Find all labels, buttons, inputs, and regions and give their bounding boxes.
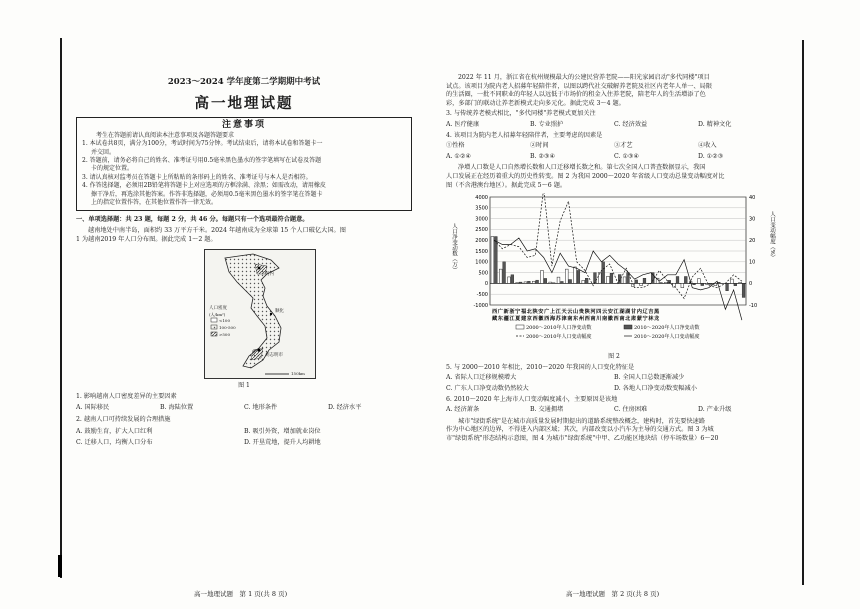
- option-a[interactable]: A. 经济萧条: [446, 406, 480, 414]
- legend-label: 2010～2020年人口变动幅度: [634, 334, 700, 341]
- option-d[interactable]: D. 开垦荒地，提升人均耕地: [244, 439, 321, 447]
- bar-2000-2010: [607, 276, 610, 283]
- page-edge-left: [60, 38, 62, 578]
- bar-2000-2010: [623, 277, 626, 283]
- bar-2010-2020: [618, 275, 621, 284]
- bar-2010-2020: [577, 271, 580, 284]
- bar-2000-2010: [557, 277, 560, 283]
- bar-2000-2010: [697, 279, 700, 284]
- bar-2000-2010: [731, 279, 734, 283]
- y2-tick-label: 0: [749, 281, 753, 288]
- bar-2010-2020: [676, 277, 679, 284]
- question-5: [446, 364, 782, 394]
- legend-label-low: <100: [219, 318, 230, 324]
- legend-label-mid: 100-500: [219, 325, 236, 331]
- passage-line: 的生活圈，一批不同职业的年轻人以远低于市场价的租金入住养老院，陪老年人的生活增添了色: [446, 91, 706, 99]
- line-2010-2020-rate: [492, 238, 742, 323]
- section-heading: 一、单项选择题：共 23 题，每题 2 分，共 46 分。每题只有一个选项最符合题意。: [76, 216, 309, 224]
- legend-swatch-bar-2: [624, 325, 632, 329]
- bar-2000-2010: [574, 267, 577, 283]
- passage-line: 图（不含港澳台地区）。据此完成 5～6 题。: [446, 181, 567, 189]
- notice-line: 并交回。: [91, 148, 116, 156]
- question-stem: 6. 2010～2020 年上海市人口变动幅度减小，主要原因是该地: [446, 395, 618, 403]
- question-1: [76, 393, 412, 413]
- bar-2010-2020: [684, 277, 687, 284]
- y-tick-label: 0: [484, 281, 488, 288]
- bar-2000-2010: [532, 281, 535, 283]
- bar-2000-2010: [640, 284, 643, 286]
- option-a[interactable]: A. 省际人口迁移规模增大: [446, 374, 517, 382]
- option-a[interactable]: A. 医疗健康: [446, 120, 480, 128]
- passage-line: 城市"绿街系统"是在城市高质量发展时期提出的道路系统整改概念，建构时，首先要快速路: [458, 417, 706, 425]
- hanoi-marker: [258, 267, 261, 270]
- question-options: [446, 374, 782, 393]
- factor-4: ④收入: [698, 142, 717, 150]
- bar-2010-2020: [693, 284, 696, 285]
- passage-line: 试点。该项目为院内老人招募年轻陪伴者，以图以跨代社交破解养老院及社区内老年人单一、局限: [446, 82, 713, 90]
- y2-axis-label: 人口变动幅度（%）: [769, 211, 775, 261]
- legend-title: 人口密度: [209, 306, 227, 312]
- legend-unit: (人/km²): [209, 312, 226, 318]
- population-change-chart: [446, 193, 782, 353]
- scale-text: 150km: [291, 371, 305, 377]
- question-2: [76, 416, 412, 448]
- notice-title: 注意事项: [221, 120, 266, 131]
- notice-line: 上的指定位置作答，在其他位置作答一律无效。: [91, 199, 218, 207]
- bar-2010-2020: [660, 283, 663, 284]
- option-a[interactable]: A. 国际移民: [76, 404, 110, 412]
- bar-2010-2020: [494, 237, 497, 284]
- y-tick-label: 1500: [475, 248, 488, 255]
- legend-swatch-bar-1: [516, 325, 524, 329]
- x-tick-labels-row1: 西广新浙宁福北陕安广上江天云山贵陕河四云安江湖湖甘内辽吉黑: [492, 309, 660, 316]
- option-d[interactable]: D. 产业升级: [698, 406, 732, 414]
- passage-line: 作为中心地区的边界，不得进入内部区域；其次，内部改变以小汽车为主导的交通方式。图 3 为城: [446, 426, 714, 434]
- y2-tick-label: 30: [749, 216, 756, 223]
- option-c[interactable]: C. 广东人口净变动数仍然较大: [446, 384, 529, 392]
- bar-2010-2020: [552, 283, 555, 284]
- y-tick-label: 4000: [475, 194, 488, 201]
- factor-2: ②时间: [530, 142, 549, 150]
- option-a[interactable]: A. 鼓励生育，扩大人口红利: [76, 427, 153, 435]
- bar-2000-2010: [681, 284, 684, 288]
- notice-line: 3. 请认真核对监考员在答题卡上所粘贴的条形码上的姓名、准考证号与本人是否相符。: [82, 173, 312, 181]
- bar-2010-2020: [610, 273, 613, 283]
- intro-line: 1 为越南2019 年人口分布图。据此完成 1～2 题。: [76, 235, 217, 243]
- bar-2010-2020: [585, 278, 588, 283]
- question-4: [446, 132, 782, 162]
- y2-tick-label: -10: [749, 302, 758, 309]
- left-column: [76, 78, 412, 448]
- bar-2010-2020: [536, 280, 539, 283]
- y-tick-label: 3000: [475, 216, 488, 223]
- bar-2000-2010: [582, 281, 585, 284]
- page-edge-right: [802, 40, 804, 585]
- passage-line: 市"绿街系统"形态结构示意图，图 4 为城市"绿街系统"中甲、乙功能区地块结（停车场数量）6～20: [446, 434, 719, 442]
- question-stem: 4. 该项目为院内老人招募年轻陪伴者，主要考虑的因素是: [446, 131, 603, 139]
- bar-2010-2020: [602, 262, 605, 284]
- option-b[interactable]: B. ②③④: [530, 152, 556, 160]
- question-options: [76, 428, 412, 448]
- question-options: [76, 404, 412, 413]
- page-footer-right: 高一地理试题 第 2 页(共 8 页): [566, 590, 660, 598]
- y2-tick-label: 40: [749, 194, 756, 201]
- passage-line: 彩，多部门的联动让养老新模式走向多元化。据此完成 3～4 题。: [446, 99, 625, 107]
- page-footer-left: 高一地理试题 第 1 页(共 8 页): [194, 590, 288, 598]
- scan-mark: [58, 555, 62, 577]
- question-stem: 5. 与 2000～2010 年相比，2010～2020 年我国的人口变化特征是: [446, 363, 635, 371]
- bar-2010-2020: [709, 284, 712, 285]
- bar-2010-2020: [742, 284, 745, 298]
- y2-tick-label: 10: [749, 259, 756, 266]
- bar-2010-2020: [527, 281, 530, 283]
- bar-2010-2020: [503, 262, 506, 284]
- question-stem: 2. 越南人口可持续发展的合理措施: [76, 416, 171, 423]
- bar-2010-2020: [544, 279, 547, 284]
- factor-1: ①性格: [446, 142, 465, 150]
- chart-svg: [446, 193, 782, 353]
- bar-2010-2020: [569, 280, 572, 284]
- option-c[interactable]: C. 经济效益: [614, 120, 648, 128]
- legend-label: 2010～2020年人口净变动数: [634, 325, 700, 332]
- bar-2000-2010: [499, 269, 502, 283]
- bar-2010-2020: [701, 284, 704, 286]
- notice-line: 擦干净后，再选涂其他答案。作答非选择题，必须用0.5毫米黑色墨水的签字笔在答题卡: [91, 190, 323, 198]
- option-b[interactable]: B. 海陆位置: [160, 404, 194, 412]
- legend-label: 2000～2010年人口净变动数: [526, 325, 592, 332]
- notice-box: [76, 117, 412, 211]
- legend-swatch-high: [211, 332, 217, 336]
- option-d[interactable]: D. 各地人口净变动数变幅减小: [614, 384, 697, 392]
- paper-title: 高一地理试题: [194, 94, 294, 112]
- vietnam-population-map: [204, 249, 316, 379]
- bar-2010-2020: [594, 273, 597, 284]
- label-hue: 顺化: [275, 309, 284, 315]
- bar-2000-2010: [549, 282, 552, 283]
- label-hcmc: 胡志明市: [265, 353, 283, 359]
- legend-label: 2000～2010年人口变动幅度: [526, 334, 592, 341]
- question-stem: 1. 影响越南人口密度差异的主要因素: [76, 392, 177, 400]
- bar-2010-2020: [643, 278, 646, 283]
- question-6: [446, 396, 782, 415]
- question-3: [446, 110, 782, 129]
- passage-line: 人口发展正在经历着重大的历史性转变。图 2 为我国 2000～2020 年省级人口变动总量变动幅度对比: [446, 172, 725, 180]
- option-c[interactable]: C. 迁移人口，均衡人口分布: [76, 439, 153, 447]
- question-factors: [446, 142, 782, 151]
- option-a[interactable]: A. ①②④: [446, 152, 472, 160]
- bar-2010-2020: [560, 282, 563, 284]
- option-b[interactable]: B. 全国人口总数逐渐减少: [614, 374, 685, 382]
- y-tick-label: -500: [476, 292, 488, 299]
- exam-title: 2023～2024 学年度第二学期期中考试: [167, 77, 321, 87]
- factor-3: ③才艺: [614, 142, 633, 150]
- option-b[interactable]: B. 吸引外资，增加就业岗位: [244, 427, 321, 435]
- y-tick-label: 500: [478, 270, 488, 277]
- notice-line: 考生在答题前请认真阅读本注意事项及各题答题要求: [96, 131, 235, 139]
- bar-2010-2020: [511, 275, 514, 284]
- y-tick-label: 2500: [475, 227, 488, 234]
- bar-2010-2020: [726, 284, 729, 291]
- notice-line: 1. 本试卷共8页，满分为100分，考试时间为75分钟。考试结束后，请将本试卷和答题卡一: [82, 140, 323, 148]
- option-c[interactable]: C. 地形条件: [244, 404, 278, 412]
- bar-2000-2010: [524, 282, 527, 284]
- question-options: [446, 406, 782, 415]
- notice-line: 4. 作答选择题，必须用2B铅笔将答题卡上对应选项的方框涂满、涂黑；如需改动，请用橡皮: [82, 182, 326, 190]
- option-d[interactable]: D. 经济水平: [328, 404, 362, 412]
- question-stem: 3. 与传统养老模式相比，"多代同楼"养老模式更加关注: [446, 110, 596, 118]
- label-hanoi: 河内: [265, 272, 274, 278]
- x-tick-labels-row2: 藏东疆江夏建京西徽西海苏津南东州西南川南徽西南北肃蒙宁林龙: [492, 316, 660, 323]
- bar-2010-2020: [734, 284, 737, 286]
- question-options: [446, 121, 782, 130]
- y-tick-label: 3500: [475, 205, 488, 212]
- bar-2000-2010: [664, 282, 667, 283]
- bar-2000-2010: [739, 282, 742, 283]
- passage-line: 净增人口数是人口自然增长数和人口迁移增长数之和。第七次全国人口普查数据显示，我国: [458, 164, 706, 172]
- notice-line: 卡的规定位置。: [91, 165, 134, 173]
- option-c[interactable]: C. 住房困难: [614, 406, 648, 414]
- bar-2000-2010: [491, 237, 494, 284]
- notice-line: 2. 答题前，请务必将自己的姓名、准考证号用0.5毫米黑色墨水的签字笔填写在试卷及答题: [82, 157, 322, 164]
- bar-2010-2020: [635, 280, 638, 283]
- y-tick-label: -1000: [473, 302, 488, 309]
- line-2000-2010-rate: [494, 193, 742, 299]
- right-column: [446, 74, 782, 443]
- hue-marker: [270, 313, 272, 315]
- option-d[interactable]: D. 精神文化: [698, 120, 732, 128]
- bar-2010-2020: [519, 282, 522, 283]
- hcmc-marker: [258, 349, 261, 352]
- intro-line: 越南地处中南半岛，面积约 33 万平方千米。2024 年越南成为全球第 15 个人口破亿大国。图: [88, 227, 346, 235]
- bar-2000-2010: [516, 283, 519, 284]
- y-tick-label: 1000: [475, 259, 488, 266]
- option-b[interactable]: B. 专业照护: [530, 120, 564, 128]
- passage-line: 2022 年 11 月，浙江省在杭州规模最大的公建民营养老院——阳光家园启动"多代同楼"项目: [458, 74, 710, 81]
- y-axis-label: 人口净变动数（万）: [451, 223, 457, 273]
- option-d[interactable]: D. ①②③: [698, 152, 724, 160]
- figure-2-caption: 图 2: [608, 353, 620, 361]
- legend-swatch-mid: [211, 325, 217, 329]
- y-tick-label: 2000: [475, 238, 488, 245]
- figure-1-caption: 图 1: [238, 382, 250, 390]
- question-options: [446, 153, 782, 162]
- bar-2000-2010: [565, 269, 568, 283]
- option-b[interactable]: B. 交通拥堵: [530, 406, 564, 414]
- option-c[interactable]: C. ①③④: [614, 152, 640, 160]
- y2-tick-label: 20: [749, 238, 756, 245]
- bar-2000-2010: [541, 271, 544, 284]
- legend-label-high: >500: [219, 332, 230, 338]
- bar-2000-2010: [508, 277, 511, 283]
